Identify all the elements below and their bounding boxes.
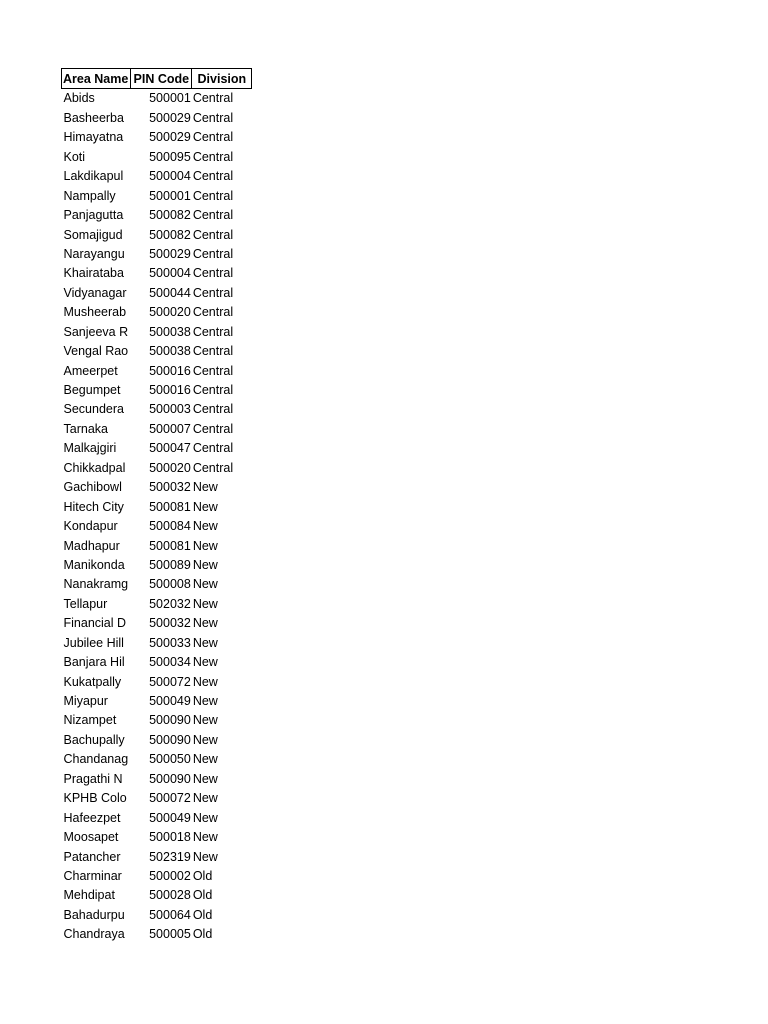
cell-division[interactable]: Central bbox=[192, 188, 234, 203]
cell-division[interactable]: Central bbox=[192, 402, 234, 417]
cell-area-name[interactable]: Khairataba bbox=[63, 266, 124, 281]
cell-pin-code[interactable]: 500084 bbox=[149, 519, 191, 534]
cell-division[interactable]: New bbox=[192, 752, 218, 767]
cell-area-name[interactable]: Somajigud bbox=[63, 227, 123, 242]
table-row bbox=[62, 614, 252, 633]
cell-division[interactable]: Central bbox=[192, 227, 234, 242]
cell-area-name[interactable]: Himayatna bbox=[63, 130, 124, 145]
cell-division[interactable]: Old bbox=[192, 868, 213, 883]
table-row bbox=[62, 594, 252, 613]
cell-area-name[interactable]: Kondapur bbox=[63, 519, 118, 534]
cell-pin-code[interactable]: 500020 bbox=[149, 305, 191, 320]
cell-division[interactable]: Central bbox=[192, 441, 234, 456]
table-row bbox=[62, 847, 252, 866]
table-row bbox=[62, 653, 252, 672]
cell-area-name[interactable]: Secundera bbox=[63, 402, 124, 417]
cell-division[interactable]: New bbox=[192, 849, 218, 864]
cell-division[interactable]: New bbox=[192, 771, 218, 786]
cell-pin-code[interactable]: 500050 bbox=[149, 752, 191, 767]
cell-area-name[interactable]: Bahadurpu bbox=[63, 907, 125, 922]
cell-area-name[interactable]: Koti bbox=[63, 149, 86, 164]
table-row bbox=[62, 458, 252, 477]
cell-division[interactable]: New bbox=[192, 499, 218, 514]
cell-division[interactable]: Central bbox=[192, 324, 234, 339]
cell-area-name[interactable]: Chikkadpal bbox=[63, 460, 126, 475]
cell-division[interactable]: New bbox=[192, 830, 218, 845]
cell-pin-code[interactable]: 500049 bbox=[149, 810, 191, 825]
cell-area-name[interactable]: Moosapet bbox=[63, 830, 119, 845]
cell-division[interactable]: Central bbox=[192, 208, 234, 223]
cell-division[interactable]: New bbox=[192, 577, 218, 592]
cell-area-name[interactable]: Jubilee Hill bbox=[63, 635, 124, 650]
cell-area-name[interactable]: Chandanag bbox=[63, 752, 129, 767]
cell-pin-code[interactable]: 500049 bbox=[149, 694, 191, 708]
cell-division[interactable]: Central bbox=[192, 169, 234, 184]
cell-pin-code[interactable]: 500005 bbox=[149, 927, 191, 942]
cell-pin-code[interactable]: 500016 bbox=[149, 363, 191, 378]
cell-pin-code[interactable]: 500095 bbox=[149, 149, 191, 164]
cell-area-name[interactable]: Tarnaka bbox=[63, 421, 108, 436]
table-row bbox=[62, 633, 252, 652]
cell-pin-code[interactable]: 500029 bbox=[149, 130, 191, 145]
table-row bbox=[62, 303, 252, 322]
cell-area-name[interactable]: Vidyanagar bbox=[63, 285, 127, 300]
table-row bbox=[62, 283, 252, 302]
cell-pin-code[interactable]: 502319 bbox=[149, 849, 191, 864]
table-row bbox=[62, 245, 252, 264]
cell-division[interactable]: New bbox=[192, 519, 218, 534]
table-row bbox=[62, 497, 252, 516]
table-row bbox=[62, 147, 252, 166]
cell-area-name[interactable]: Abids bbox=[63, 91, 95, 106]
cell-pin-code[interactable]: 500028 bbox=[149, 888, 191, 903]
cell-pin-code[interactable]: 500082 bbox=[149, 227, 191, 242]
cell-division[interactable]: New bbox=[192, 616, 218, 631]
cell-division[interactable]: New bbox=[192, 538, 218, 553]
cell-pin-code[interactable]: 500004 bbox=[149, 266, 191, 281]
cell-division[interactable]: New bbox=[192, 635, 218, 650]
cell-pin-code[interactable]: 500072 bbox=[149, 674, 191, 689]
cell-pin-code[interactable]: 500082 bbox=[149, 208, 191, 223]
cell-area-name[interactable]: Musheerab bbox=[63, 305, 127, 320]
table-row bbox=[62, 672, 252, 691]
cell-division[interactable]: New bbox=[192, 713, 218, 728]
table-row bbox=[62, 439, 252, 458]
table-row bbox=[62, 575, 252, 594]
cell-division[interactable]: New bbox=[192, 596, 218, 611]
cell-division[interactable]: New bbox=[192, 557, 218, 572]
cell-area-name[interactable]: Patancher bbox=[63, 849, 121, 864]
cell-division[interactable]: Central bbox=[192, 383, 234, 397]
cell-pin-code[interactable]: 502032 bbox=[149, 596, 191, 611]
cell-pin-code[interactable]: 500072 bbox=[149, 791, 191, 806]
spreadsheet-area bbox=[61, 68, 252, 944]
table-row bbox=[62, 692, 252, 711]
cell-pin-code[interactable]: 500029 bbox=[149, 110, 191, 125]
cell-pin-code[interactable]: 500018 bbox=[149, 830, 191, 845]
cell-area-name[interactable]: Gachibowl bbox=[63, 480, 122, 495]
cell-pin-code[interactable]: 500004 bbox=[149, 169, 191, 184]
cell-pin-code[interactable]: 500038 bbox=[149, 324, 191, 339]
cell-area-name[interactable]: Narayangu bbox=[63, 246, 125, 261]
cell-division[interactable]: Central bbox=[192, 363, 234, 378]
column-header-division[interactable]: Division bbox=[192, 69, 252, 89]
cell-pin-code[interactable]: 500029 bbox=[149, 246, 191, 261]
table-row bbox=[62, 886, 252, 905]
cell-division[interactable]: Central bbox=[192, 130, 234, 145]
table-row bbox=[62, 867, 252, 886]
cell-pin-code[interactable]: 500003 bbox=[149, 402, 191, 417]
cell-division[interactable]: Old bbox=[192, 927, 213, 942]
cell-pin-code[interactable]: 500016 bbox=[149, 383, 191, 397]
table-row bbox=[62, 925, 252, 944]
cell-area-name[interactable]: Nizampet bbox=[63, 713, 117, 728]
cell-area-name[interactable]: Panjagutta bbox=[63, 208, 124, 223]
cell-area-name[interactable]: KPHB Colo bbox=[63, 791, 127, 806]
table-row bbox=[62, 186, 252, 205]
cell-division[interactable]: Central bbox=[192, 91, 234, 106]
cell-pin-code[interactable]: 500081 bbox=[149, 538, 191, 553]
table-row bbox=[62, 225, 252, 244]
cell-division[interactable]: Central bbox=[192, 421, 234, 436]
cell-area-name[interactable]: Nampally bbox=[63, 188, 116, 203]
column-header-pin-code[interactable]: PIN Code bbox=[131, 69, 192, 89]
cell-area-name[interactable]: Nanakramg bbox=[63, 577, 129, 592]
table-row bbox=[62, 905, 252, 924]
cell-division[interactable]: Central bbox=[192, 285, 234, 300]
cell-division[interactable]: New bbox=[192, 655, 218, 670]
cell-division[interactable]: Central bbox=[192, 305, 234, 320]
cell-division[interactable]: Old bbox=[192, 888, 213, 903]
cell-division[interactable]: Central bbox=[192, 344, 234, 359]
header-row bbox=[62, 69, 252, 89]
cell-pin-code[interactable]: 500001 bbox=[149, 188, 191, 203]
cell-division[interactable]: Central bbox=[192, 246, 234, 261]
cell-area-name[interactable]: Charminar bbox=[63, 868, 122, 883]
cell-division[interactable]: New bbox=[192, 674, 218, 689]
cell-area-name[interactable]: Bachupally bbox=[63, 732, 125, 747]
cell-area-name[interactable]: Madhapur bbox=[63, 538, 120, 553]
table-row bbox=[62, 381, 252, 400]
cell-division[interactable]: New bbox=[192, 810, 218, 825]
table-row bbox=[62, 342, 252, 361]
table-row bbox=[62, 128, 252, 147]
cell-area-name[interactable]: Mehdipat bbox=[63, 888, 115, 903]
cell-pin-code[interactable]: 500033 bbox=[149, 635, 191, 650]
cell-area-name[interactable]: Ameerpet bbox=[63, 363, 118, 378]
table-row bbox=[62, 789, 252, 808]
table-row bbox=[62, 167, 252, 186]
cell-division[interactable]: Central bbox=[192, 110, 234, 125]
cell-pin-code[interactable]: 500034 bbox=[149, 655, 191, 670]
table-row bbox=[62, 769, 252, 788]
table-row bbox=[62, 361, 252, 380]
cell-pin-code[interactable]: 500089 bbox=[149, 557, 191, 572]
cell-area-name[interactable]: Vengal Rao bbox=[63, 344, 129, 359]
cell-division[interactable]: Old bbox=[192, 907, 213, 922]
cell-pin-code[interactable]: 500002 bbox=[149, 868, 191, 883]
cell-division[interactable]: New bbox=[192, 791, 218, 806]
cell-area-name[interactable]: Hafeezpet bbox=[63, 810, 121, 825]
cell-pin-code[interactable]: 500090 bbox=[149, 771, 191, 786]
cell-division[interactable]: Central bbox=[192, 149, 234, 164]
table-row bbox=[62, 264, 252, 283]
table-row bbox=[62, 808, 252, 827]
cell-area-name[interactable]: Pragathi N bbox=[63, 771, 123, 786]
table-row bbox=[62, 419, 252, 438]
table-row bbox=[62, 828, 252, 847]
cell-area-name[interactable]: Chandraya bbox=[63, 927, 125, 942]
cell-division[interactable]: New bbox=[192, 694, 218, 708]
cell-area-name[interactable]: Manikonda bbox=[63, 557, 125, 572]
table-row bbox=[62, 711, 252, 730]
pin-code-table bbox=[61, 68, 252, 944]
cell-division[interactable]: Central bbox=[192, 266, 234, 281]
table-row bbox=[62, 730, 252, 749]
cell-division[interactable]: Central bbox=[192, 460, 234, 475]
cell-pin-code[interactable]: 500090 bbox=[149, 732, 191, 747]
table-body bbox=[62, 89, 252, 945]
cell-area-name[interactable]: Banjara Hil bbox=[63, 655, 125, 670]
table-row bbox=[62, 556, 252, 575]
cell-pin-code[interactable]: 500090 bbox=[149, 713, 191, 728]
cell-division[interactable]: New bbox=[192, 732, 218, 747]
cell-area-name[interactable]: Kukatpally bbox=[63, 674, 122, 689]
cell-pin-code[interactable]: 500008 bbox=[149, 577, 191, 592]
table-row bbox=[62, 206, 252, 225]
cell-pin-code[interactable]: 500047 bbox=[149, 441, 191, 456]
cell-area-name[interactable]: Sanjeeva R bbox=[63, 324, 129, 339]
cell-pin-code[interactable]: 500032 bbox=[149, 480, 191, 495]
cell-area-name[interactable]: Miyapur bbox=[63, 694, 108, 708]
cell-pin-code[interactable]: 500038 bbox=[149, 344, 191, 359]
cell-area-name[interactable]: Malkajgiri bbox=[63, 441, 117, 456]
cell-pin-code[interactable]: 500081 bbox=[149, 499, 191, 514]
table-row bbox=[62, 517, 252, 536]
cell-pin-code[interactable]: 500064 bbox=[149, 907, 191, 922]
cell-pin-code[interactable]: 500032 bbox=[149, 616, 191, 631]
cell-division[interactable]: New bbox=[192, 480, 218, 495]
cell-pin-code[interactable]: 500020 bbox=[149, 460, 191, 475]
cell-area-name[interactable]: Tellapur bbox=[63, 596, 108, 611]
cell-pin-code[interactable]: 500001 bbox=[149, 91, 191, 106]
table-row bbox=[62, 108, 252, 127]
table-row bbox=[62, 89, 252, 109]
cell-area-name[interactable]: Begumpet bbox=[63, 383, 121, 397]
table-row bbox=[62, 400, 252, 419]
cell-area-name[interactable]: Lakdikapul bbox=[63, 169, 124, 184]
table-row bbox=[62, 750, 252, 769]
cell-pin-code[interactable]: 500044 bbox=[149, 285, 191, 300]
table-row bbox=[62, 322, 252, 341]
column-header-area-name[interactable]: Area Name bbox=[62, 69, 131, 89]
cell-pin-code[interactable]: 500007 bbox=[149, 421, 191, 436]
cell-area-name[interactable]: Hitech City bbox=[63, 499, 124, 514]
table-row bbox=[62, 536, 252, 555]
table-row bbox=[62, 478, 252, 497]
cell-area-name[interactable]: Basheerba bbox=[63, 110, 124, 125]
cell-area-name[interactable]: Financial D bbox=[63, 616, 127, 631]
